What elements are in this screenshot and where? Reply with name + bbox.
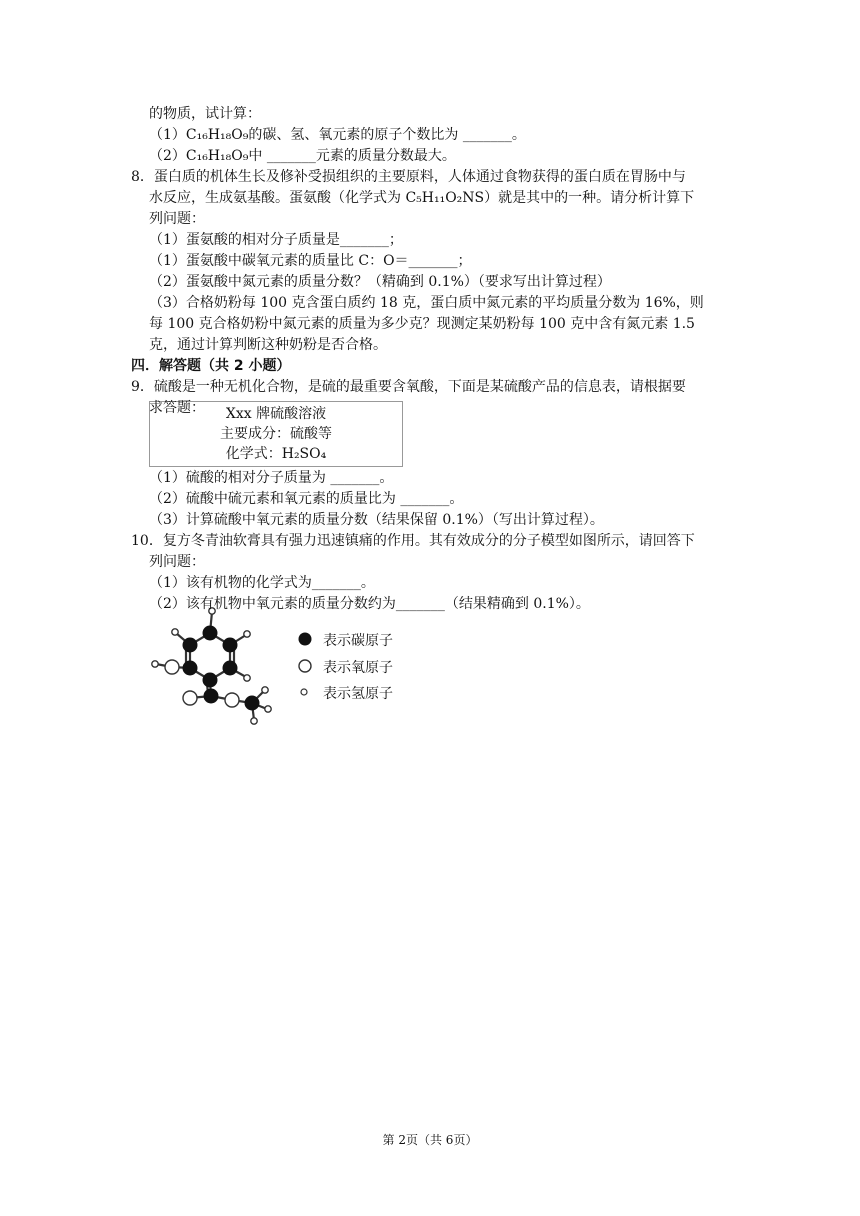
info-box-formula: 化学式：H₂SO₄ (225, 446, 327, 462)
text-line: （2）硫酸中硫元素和氧元素的质量比为 _______。 (149, 491, 464, 507)
text-line: 的物质，试计算： (149, 106, 261, 122)
text-line: （3）合格奶粉每 100 克含蛋白质约 18 克，蛋白质中氮元素的平均质量分数为 16%，则 (149, 295, 704, 311)
info-box-brand: Xxx 牌硫酸溶液 (225, 406, 327, 422)
text-line: 10．复方冬青油软膏具有强力迅速镇痛的作用。其有效成分的分子模型如图所示，请回答下 (131, 533, 695, 549)
oxygen-atom-icon (297, 658, 313, 674)
text-line: （2）C₁₆H₁₈O₉中 _______元素的质量分数最大。 (149, 148, 456, 164)
text-line: （1）硫酸的相对分子质量为 _______。 (149, 470, 394, 486)
legend-oxygen: 表示氧原子 (323, 660, 393, 676)
text-line: 列问题： (149, 211, 205, 227)
info-box-ingredient: 主要成分：硫酸等 (220, 426, 332, 442)
text-line: （2）该有机物中氧元素的质量分数约为_______（结果精确到 0.1%）。 (149, 596, 590, 612)
legend-carbon: 表示碳原子 (323, 633, 393, 649)
text-line: （1）蛋氨酸中碳氧元素的质量比 C：O＝_______； (149, 253, 472, 269)
legend-hydrogen: 表示氢原子 (323, 686, 393, 702)
section-heading: 四．解答题（共 2 小题） (131, 358, 291, 374)
molecule-model-diagram (145, 603, 285, 728)
text-line: 9．硫酸是一种无机化合物，是硫的最重要含氧酸，下面是某硫酸产品的信息表，请根据要 (131, 379, 686, 395)
text-line: 水反应，生成氨基酸。蛋氨酸（化学式为 C₅H₁₁O₂NS）就是其中的一种。请分析计算下 (149, 190, 695, 206)
text-line: （1）C₁₆H₁₈O₉的碳、氢、氧元素的原子个数比为 _______。 (149, 127, 526, 143)
text-line: （1）该有机物的化学式为_______。 (149, 575, 375, 591)
text-line: （1）蛋氨酸的相对分子质量是_______； (149, 232, 403, 248)
text-line: 每 100 克合格奶粉中氮元素的质量为多少克？现测定某奶粉每 100 克中含有氮元素 1.5 (149, 316, 695, 332)
text-line: 求答题： (149, 400, 205, 416)
page-footer: 第 2页（共 6页） (382, 1133, 478, 1147)
text-line: （3）计算硫酸中氧元素的质量分数（结果保留 0.1%）（写出计算过程）。 (149, 512, 604, 528)
text-line: 8．蛋白质的机体生长及修补受损组织的主要原料，人体通过食物获得的蛋白质在胃肠中与 (131, 169, 686, 185)
text-line: 列问题： (149, 554, 205, 570)
text-line: （2）蛋氨酸中氮元素的质量分数？（精确到 0.1%）（要求写出计算过程） (149, 274, 611, 290)
hydrogen-atom-icon (299, 687, 309, 697)
text-line: 克，通过计算判断这种奶粉是否合格。 (149, 337, 387, 353)
carbon-atom-icon (297, 631, 313, 647)
